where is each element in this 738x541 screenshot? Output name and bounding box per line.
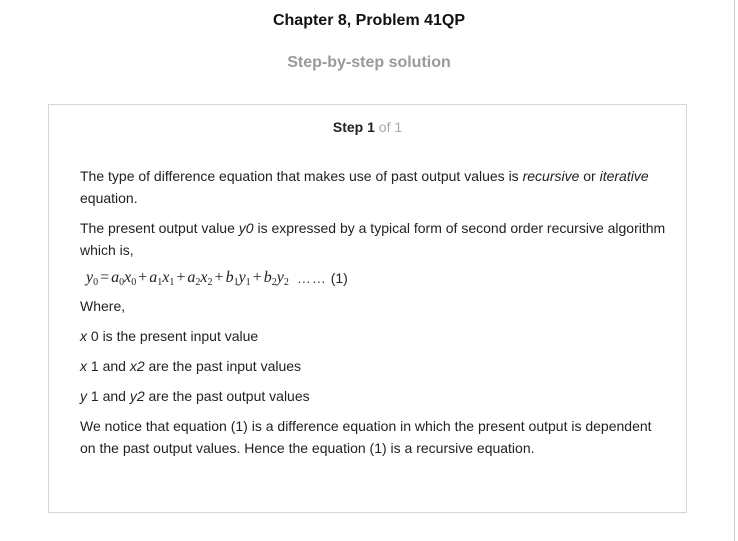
definition-x-text: are the past input values: [144, 358, 302, 374]
solution-body: [80, 165, 670, 459]
var-y2: y2: [129, 388, 145, 404]
paragraph-intro: [80, 165, 670, 209]
step-label: Step: [332, 119, 364, 135]
term-iterative: iterative: [599, 168, 649, 184]
intro-text: The type of difference equation that makes use of past output values is: [80, 168, 523, 184]
intro-or: or: [579, 168, 600, 184]
paragraph-conclusion: We notice that equation (1) is a difference equation in which the present output is dependent on the past output values. Hence the equation (1) is a recursive equation.: [80, 418, 652, 456]
var-y0: y0: [238, 220, 254, 236]
solution-panel: [48, 104, 687, 513]
definition-x0-text: 0 is the present input value: [87, 328, 259, 344]
where-label: Where,: [80, 298, 126, 314]
equation-dots: ……: [296, 270, 327, 286]
definition-y1-y2: [80, 385, 670, 407]
solution-subtitle: Step-by-step solution: [287, 54, 451, 71]
step-number: 1: [367, 119, 375, 135]
recursive-equation: $y_0 = a_0x_0 + a_1x_1 + a_2x_2 + b_1y_1 + b_2y_2$: [86, 269, 289, 288]
step-header: [49, 119, 686, 135]
paragraph-algorithm: [80, 217, 670, 261]
chapter-title: Chapter 8, Problem 41QP: [272, 12, 466, 29]
step-total: of 1: [378, 119, 403, 135]
intro-end: equation.: [80, 190, 138, 206]
definition-x-and: 1 and: [87, 358, 130, 374]
var-x: x: [80, 328, 87, 344]
definition-x0: [80, 325, 670, 347]
var-y1: y: [80, 388, 87, 404]
equation-line: [80, 265, 670, 291]
var-x2: x2: [129, 358, 145, 374]
equation-tag: (1): [330, 270, 348, 286]
window-edge: [734, 0, 735, 541]
definition-y-text: are the past output values: [144, 388, 310, 404]
term-recursive: recursive: [522, 168, 580, 184]
var-x1: x: [80, 358, 87, 374]
algorithm-text-end: is expressed by a typical form of second order recursive algorithm which is,: [80, 220, 666, 258]
definition-x1-x2: [80, 355, 670, 377]
definition-y-and: 1 and: [87, 388, 130, 404]
algorithm-text: The present output value: [80, 220, 239, 236]
